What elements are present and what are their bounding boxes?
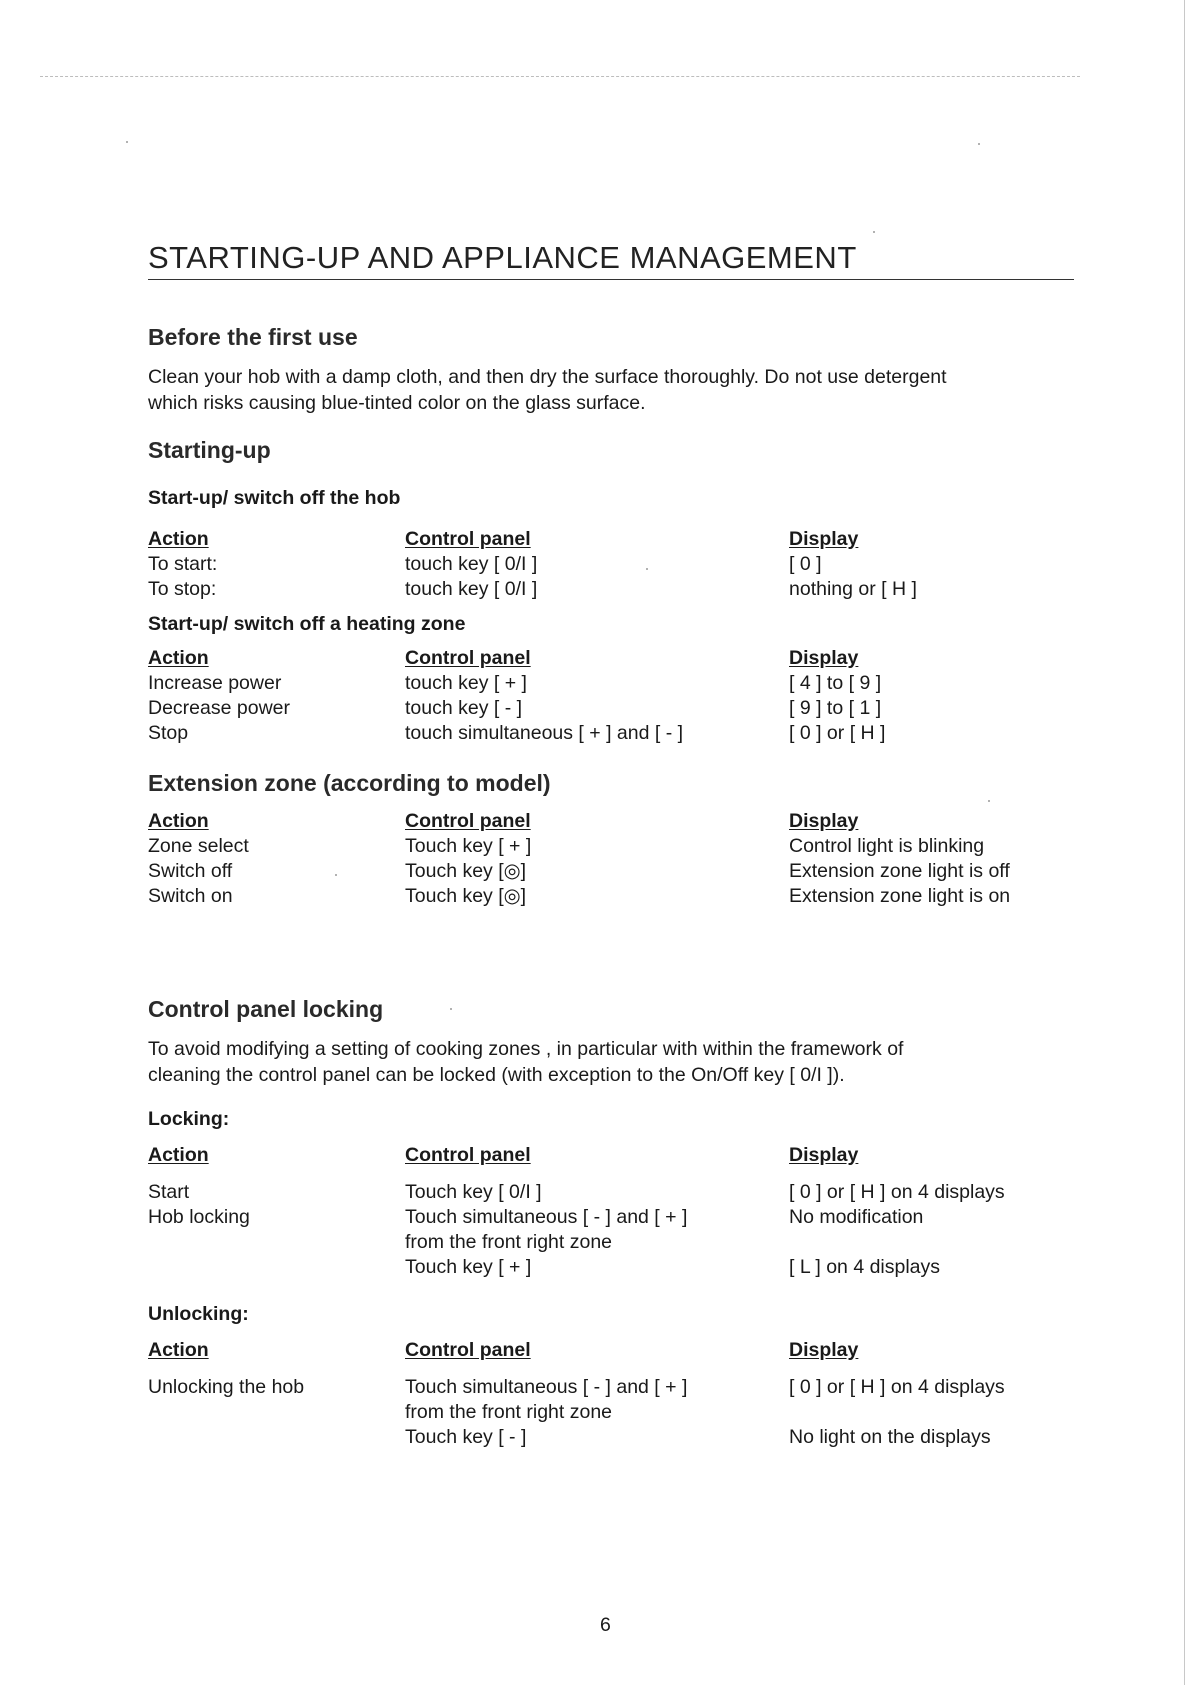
table-cell: [ 0 ] or [ H ] xyxy=(789,722,886,744)
hob-control-column xyxy=(405,527,537,602)
display-header: Display xyxy=(789,1339,859,1361)
scan-speck xyxy=(988,800,990,802)
table-cell: touch key [ 0/I ] xyxy=(405,578,538,600)
title-underline xyxy=(148,279,1074,280)
hob-action-column xyxy=(148,527,217,602)
table-cell: [ 9 ] to [ 1 ] xyxy=(789,697,882,719)
locking-control-column xyxy=(405,1143,687,1280)
table-cell: touch key [ + ] xyxy=(405,672,527,694)
display-header: Display xyxy=(789,1144,859,1166)
page-number: 6 xyxy=(600,1614,611,1636)
scan-speck xyxy=(646,568,648,570)
before-first-use-text xyxy=(148,364,1068,416)
table-cell: Hob locking xyxy=(148,1206,250,1228)
zone-display-column xyxy=(789,646,885,746)
table-cell: Touch key [ 0/I ] xyxy=(405,1181,542,1203)
scan-artifact-line xyxy=(40,76,1080,77)
table-cell: Stop xyxy=(148,722,189,744)
table-cell: Touch key [ + ] xyxy=(405,1256,532,1278)
table-cell: [ 0 ] xyxy=(789,553,822,575)
table-cell: [ 0 ] or [ H ] on 4 displays xyxy=(789,1376,1005,1398)
extension-display-column xyxy=(789,809,1010,909)
table-cell: No light on the displays xyxy=(789,1426,991,1448)
table-cell: Extension zone light is on xyxy=(789,885,1011,907)
zone-action-column xyxy=(148,646,290,746)
unlocking-subheading: Unlocking: xyxy=(148,1303,249,1325)
table-cell: [ 4 ] to [ 9 ] xyxy=(789,672,882,694)
extension-control-column xyxy=(405,809,531,909)
control-panel-header: Control panel xyxy=(405,1144,531,1166)
action-header: Action xyxy=(148,1144,209,1166)
action-header: Action xyxy=(148,1339,209,1361)
table-cell: No modification xyxy=(789,1206,924,1228)
table-cell: Switch on xyxy=(148,885,233,907)
display-header: Display xyxy=(789,647,859,669)
table-cell: Extension zone light is off xyxy=(789,860,1010,882)
zone-control-column xyxy=(405,646,683,746)
zone-subheading: Start-up/ switch off a heating zone xyxy=(148,613,466,635)
table-cell: Unlocking the hob xyxy=(148,1376,305,1398)
table-cell: touch key [ 0/I ] xyxy=(405,553,538,575)
starting-up-heading: Starting-up xyxy=(148,437,271,463)
hob-subheading: Start-up/ switch off the hob xyxy=(148,487,401,509)
locking-heading: Control panel locking xyxy=(148,996,384,1022)
table-cell: Decrease power xyxy=(148,697,290,719)
table-cell: Increase power xyxy=(148,672,282,694)
extension-action-column xyxy=(148,809,249,909)
unlocking-action-column xyxy=(148,1338,304,1400)
table-cell: Touch key [ - ] xyxy=(405,1426,527,1448)
unlocking-display-column xyxy=(789,1338,1005,1450)
before-first-use-heading: Before the first use xyxy=(148,324,358,350)
table-cell: Zone select xyxy=(148,835,249,857)
scan-speck xyxy=(873,231,875,233)
paragraph-line: cleaning the control panel can be locked (with exception to the On/Off key [ 0/I ]). xyxy=(148,1064,845,1086)
table-cell: nothing or [ H ] xyxy=(789,578,917,600)
table-cell: Switch off xyxy=(148,860,233,882)
locking-display-column xyxy=(789,1143,1005,1280)
display-header: Display xyxy=(789,810,859,832)
locking-subheading: Locking: xyxy=(148,1108,230,1130)
table-cell: To start: xyxy=(148,553,218,575)
control-panel-header: Control panel xyxy=(405,810,531,832)
table-cell: [ L ] on 4 displays xyxy=(789,1256,941,1278)
hob-display-column xyxy=(789,527,917,602)
display-header: Display xyxy=(789,528,859,550)
table-cell: Touch key [◎] xyxy=(405,885,527,907)
control-panel-header: Control panel xyxy=(405,528,531,550)
table-cell: Start xyxy=(148,1181,190,1203)
table-cell: touch simultaneous [ + ] and [ - ] xyxy=(405,722,684,744)
extension-zone-heading: Extension zone (according to model) xyxy=(148,770,551,796)
table-cell: Touch key [◎] xyxy=(405,860,527,882)
scan-speck xyxy=(978,143,980,145)
paragraph-line: which risks causing blue-tinted color on the glass surface. xyxy=(148,392,646,414)
table-cell: Touch key [ + ] xyxy=(405,835,532,857)
scan-speck xyxy=(450,1008,452,1010)
scan-edge xyxy=(1184,0,1185,1685)
locking-action-column xyxy=(148,1143,250,1230)
paragraph-line: Clean your hob with a damp cloth, and then dry the surface thoroughly. Do not use detergent xyxy=(148,366,947,388)
paragraph-line: To avoid modifying a setting of cooking zones , in particular with within the framework of xyxy=(148,1038,904,1060)
table-cell: from the front right zone xyxy=(405,1231,613,1253)
control-panel-header: Control panel xyxy=(405,647,531,669)
unlocking-control-column xyxy=(405,1338,687,1450)
locking-intro-text xyxy=(148,1036,1068,1088)
page-title: STARTING-UP AND APPLIANCE MANAGEMENT xyxy=(148,240,857,275)
action-header: Action xyxy=(148,810,209,832)
table-cell: Touch simultaneous [ - ] and [ + ] xyxy=(405,1206,688,1228)
table-cell: touch key [ - ] xyxy=(405,697,523,719)
table-cell: [ 0 ] or [ H ] on 4 displays xyxy=(789,1181,1005,1203)
table-cell: Touch simultaneous [ - ] and [ + ] xyxy=(405,1376,688,1398)
action-header: Action xyxy=(148,647,209,669)
table-cell: To stop: xyxy=(148,578,217,600)
control-panel-header: Control panel xyxy=(405,1339,531,1361)
action-header: Action xyxy=(148,528,209,550)
scan-speck xyxy=(335,874,337,876)
table-cell: Control light is blinking xyxy=(789,835,985,857)
scan-speck xyxy=(126,141,128,143)
table-cell: from the front right zone xyxy=(405,1401,613,1423)
